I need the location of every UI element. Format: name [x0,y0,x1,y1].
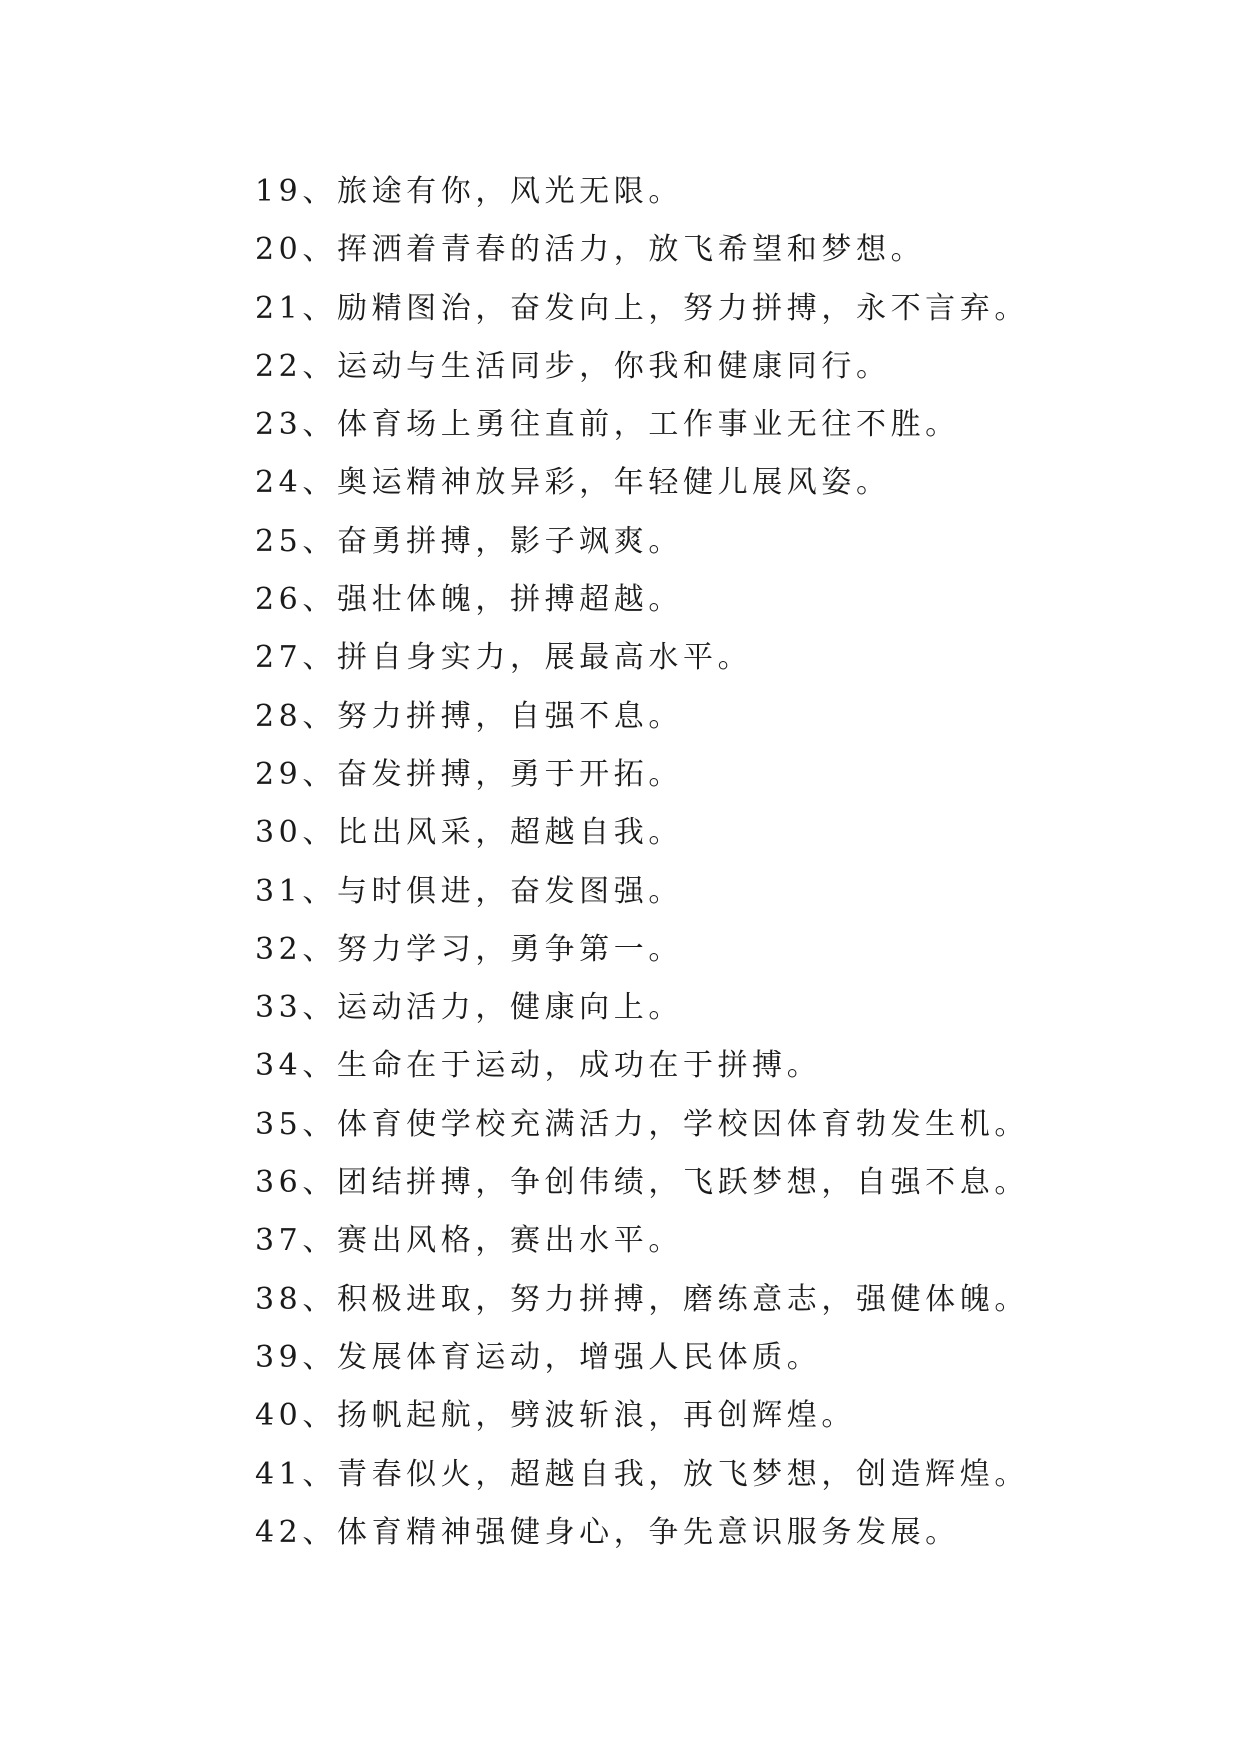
slogan-item: 31、与时俱进，奋发图强。 [255,873,683,909]
slogan-item: 30、比出风采，超越自我。 [255,815,683,851]
slogan-item: 27、拼自身实力，展最高水平。 [255,640,753,676]
slogan-item: 26、强壮体魄，拼搏超越。 [255,582,683,618]
slogan-item: 21、励精图治，奋发向上，努力拼搏，永不言弃。 [255,290,1029,326]
slogan-item: 23、体育场上勇往直前，工作事业无往不胜。 [255,407,960,443]
slogan-list [255,163,1029,1562]
slogan-item: 25、奋勇拼搏，影子飒爽。 [255,523,683,559]
slogan-item: 35、体育使学校充满活力，学校因体育勃发生机。 [255,1106,1029,1142]
slogan-item: 20、挥洒着青春的活力，放飞希望和梦想。 [255,232,926,268]
slogan-item: 29、奋发拼搏，勇于开拓。 [255,756,683,792]
slogan-item: 34、生命在于运动，成功在于拼搏。 [255,1048,822,1084]
slogan-item: 28、努力拼搏，自强不息。 [255,698,683,734]
slogan-item: 19、旅途有你，风光无限。 [255,174,683,209]
slogan-item: 37、赛出风格，赛出水平。 [255,1223,683,1259]
slogan-item: 22、运动与生活同步，你我和健康同行。 [255,348,891,384]
slogan-item: 42、体育精神强健身心，争先意识服务发展。 [255,1514,960,1550]
slogan-item: 36、团结拼搏，争创伟绩，飞跃梦想，自强不息。 [255,1165,1029,1201]
slogan-item: 38、积极进取，努力拼搏，磨练意志，强健体魄。 [255,1281,1029,1317]
slogan-item: 32、努力学习，勇争第一。 [255,931,683,967]
slogan-item: 40、扬帆起航，劈波斩浪，再创辉煌。 [255,1398,856,1434]
slogan-item: 39、发展体育运动，增强人民体质。 [255,1339,822,1375]
slogan-item: 24、奥运精神放异彩，年轻健儿展风姿。 [255,465,891,501]
slogan-item: 41、青春似火，超越自我，放飞梦想，创造辉煌。 [255,1456,1029,1492]
slogan-item: 33、运动活力，健康向上。 [255,990,683,1026]
